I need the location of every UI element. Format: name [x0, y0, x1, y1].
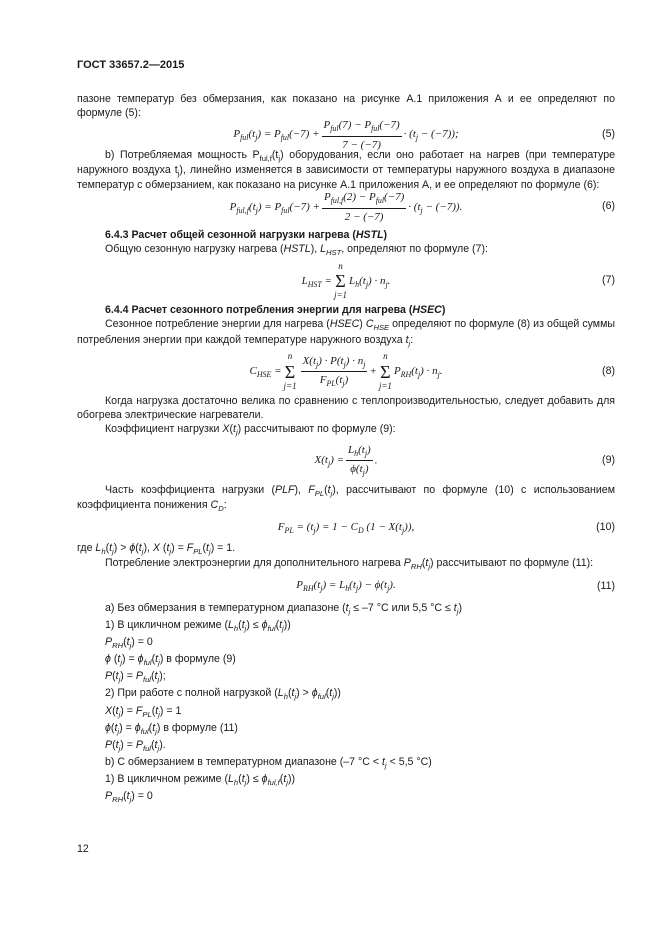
page-content: [77, 93, 615, 808]
condition-list: [77, 602, 615, 806]
list-item: $P_{RH}(t_j) = 0$: [105, 635, 153, 650]
formula-5: $P_{ful}(t_j) = P_{ful}(-7)$ + $\frac{P_{ful}(7) - P_{ful}(-7)}{7 - (-7)}$ · $(t_j - (-7))$; (5): [233, 118, 615, 151]
paragraph: Часть коэффициента нагрузки (PLF), $F_{PL}(t_j)$, рассчитывают по формуле (10) с использованием коэффициента понижения $C_D$:: [77, 483, 615, 514]
page-number: 12: [77, 843, 89, 855]
formula-number: (6): [602, 200, 615, 213]
paragraph: Когда нагрузка достаточно велика по сравнению с теплопроизводительностью, следует добавить для обогрева электрические нагреватели.: [77, 394, 615, 421]
section-heading: 6.4.3 Расчет общей сезонной нагрузки нагрева (HSTL): [105, 229, 388, 242]
formula-number: (8): [602, 364, 615, 377]
list-item: 2) При работе с полной нагрузкой $(L_h(t_j) > \phi_{ful}(t_j))$: [105, 687, 341, 702]
paragraph: Потребление электроэнергии для дополнительного нагрева $P_{RH}(t_j)$ рассчитывают по формуле (11):: [105, 557, 594, 572]
section-heading: 6.4.4 Расчет сезонного потребления энергии для нагрева (HSEC): [105, 304, 446, 317]
list-item: 1) В цикличном режиме $(L_h(t_j) \le \phi_{ful}(t_j))$: [105, 618, 291, 633]
list-item: $P(t_j) = P_{ful}(t_j)$.: [105, 738, 166, 753]
paragraph: Сезонное потребление энергии для нагрева (HSEC) $C_{HSE}$ определяют по формуле (8) из общей суммы потребления энергии при каждой температуре наружного воздуха $t_j$:: [77, 318, 615, 348]
formula-number: (5): [602, 127, 615, 140]
formula-number: (10): [596, 521, 615, 534]
paragraph: Коэффициент нагрузки $X(t_j)$ рассчитывают по формуле (9):: [105, 422, 396, 437]
formula-8: $C_{HSE}$ = n Σ j=1 $\frac{X(t_j) \cdot P(t_j) \cdot n_j}{F_{PL}(t_j)}$ + n Σ j=1 $P_{RH}(t_j) \cdot n_j$. (8): [249, 350, 615, 391]
paragraph: пазоне температур без обмерзания, как показано на рисунке А.1 приложения А и ее определяют по формуле (5):: [77, 93, 615, 119]
list-item: $X(t_j) = F_{PL}(t_j) = 1$: [105, 704, 182, 719]
paragraph: b) Потребляемая мощность $P_{ful,f}(t_j)$ оборудования, если оно работает на нагрев (при температуре наружного воздуха $t_j$), линейно изменяется в зависимости от температуры наружного воздуха в диапазоне температур с обмерзанием, как показано на рисунке А.1 приложения А, и ее определяют по формуле (6):: [77, 148, 615, 192]
formula-number: (7): [602, 274, 615, 287]
formula-10: $F_{PL} = (t_j) = 1 - C_D$ $(1 - X(t_j))$, (10): [277, 520, 615, 536]
formula-number: (11): [596, 579, 615, 592]
paragraph: Общую сезонную нагрузку нагрева (HSTL), $L_{HST}$, определяют по формуле (7):: [105, 243, 488, 258]
formula-6: $P_{ful,f}(t_j) = P_{ful}(-7)$ + $\frac{P_{ful,f}(2) - P_{ful}(-7)}{2 - (-7)}$ · $(t_j - (-7))$. (6): [229, 191, 615, 223]
list-item: ϕ $(t_j) = \phi_{ful}(t_j)$ в формуле (9): [105, 653, 236, 668]
formula-11: $P_{RH}(t_j) = L_h(t_j) - \phi(t_j)$. (11): [296, 579, 615, 594]
list-item: a) Без обмерзания в температурном диапазоне ($t_j \le -7$ °С или 5,5 $^\circ С \le t_j$): [105, 601, 462, 616]
paragraph: где $L_h(t_j) > \phi(t_j)$, X $(t_j) = F_{PL}(t_j) = 1$.: [77, 542, 236, 557]
list-item: $P(t_j) = P_{ful}(t_j)$;: [105, 670, 166, 685]
list-item: $\phi(t_j) = \phi_{ful}(t_j)$ в формуле (11): [105, 721, 238, 736]
list-item: $P_{RH}(t_j) = 0$: [105, 790, 153, 805]
formula-number: (9): [602, 453, 615, 466]
formula-7: $L_{HST}$ = n Σ j=1 $L_h(t_j) \cdot n_j$. (7): [301, 260, 615, 301]
list-item: b) С обмерзанием в температурном диапазоне (–7 $^\circ С < t_j < 5,5$ °С): [105, 756, 432, 771]
list-item: 1) В цикличном режиме $(L_h(t_j) \le \phi_{ful,f}(t_j))$: [105, 773, 296, 788]
formula-9: $X(t_j)$ = $\frac{L_h(t_j)}{\phi(t_j)}$ . (9): [314, 443, 615, 478]
document-header: ГОСТ 33657.2—2015: [77, 59, 185, 71]
